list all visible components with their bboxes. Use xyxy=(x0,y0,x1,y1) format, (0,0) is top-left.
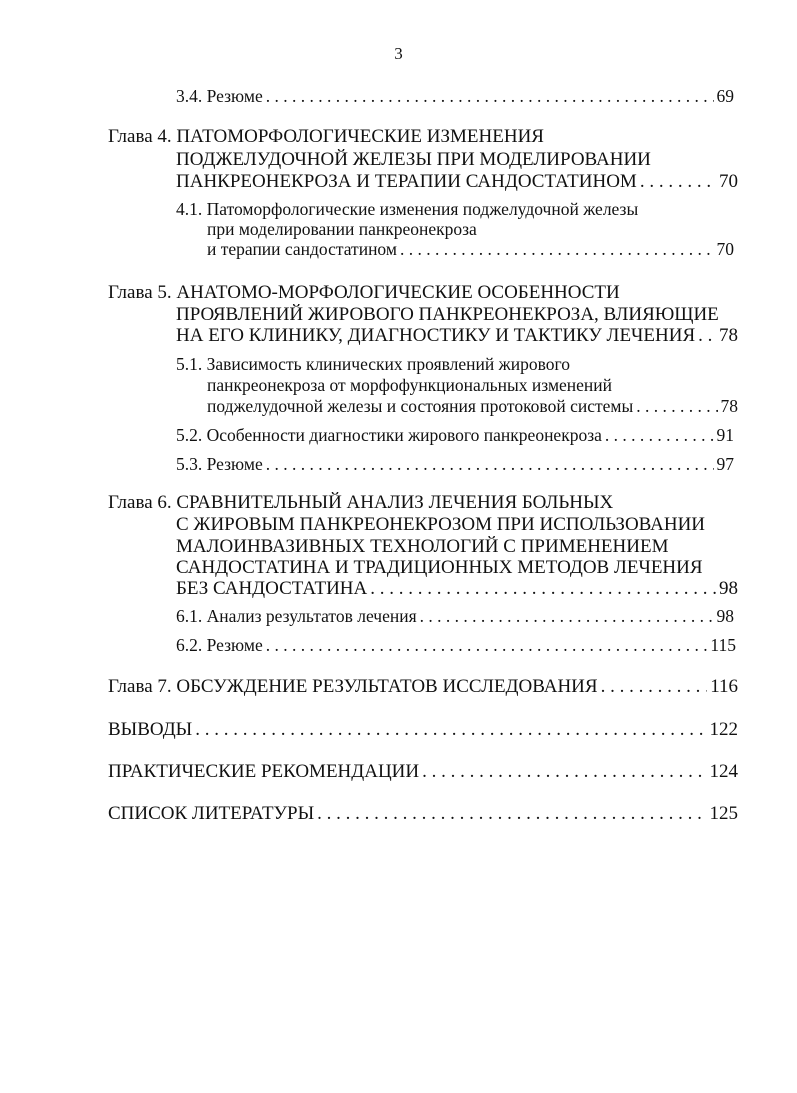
toc-entry-5-1-line-1: 5.1. Зависимость клинических проявлений жирового xyxy=(176,354,570,374)
dot-leader xyxy=(698,325,716,347)
toc-chapter-5-line-3 xyxy=(176,325,738,347)
toc-chapter-6-line-5 xyxy=(176,578,738,600)
toc-entry-title: СПИСОК ЛИТЕРАТУРЫ xyxy=(108,803,315,824)
toc-entry-title: 6.2. Резюме xyxy=(176,635,263,655)
toc-entry-4-1-line-3 xyxy=(207,239,734,260)
toc-entry-5-2 xyxy=(176,425,734,446)
toc-entry-page: 125 xyxy=(709,803,738,824)
toc-entry-5-1-line-2: панкреонекроза от морфофункциональных изменений xyxy=(207,375,613,395)
toc-chapter-7 xyxy=(108,676,738,698)
toc-references xyxy=(108,803,738,825)
dot-leader xyxy=(266,454,714,475)
toc-entry-title: 3.4. Резюме xyxy=(176,86,263,106)
toc-entry-title: НА ЕГО КЛИНИКУ, ДИАГНОСТИКУ И ТАКТИКУ ЛЕЧЕНИЯ xyxy=(176,325,696,346)
dot-leader xyxy=(195,719,706,741)
toc-chapter-6-line-4: САНДОСТАТИНА И ТРАДИЦИОННЫХ МЕТОДОВ ЛЕЧЕНИЯ xyxy=(176,557,703,578)
toc-entry-page: 69 xyxy=(716,86,734,106)
toc-chapter-5-line-2: ПРОЯВЛЕНИЙ ЖИРОВОГО ПАНКРЕОНЕКРОЗА, ВЛИЯЮЩИЕ xyxy=(176,304,719,325)
toc-entry-title: 5.3. Резюме xyxy=(176,454,263,474)
toc-entry-4-1-line-2: при моделировании панкреонекроза xyxy=(207,219,477,239)
dot-leader xyxy=(266,86,714,107)
toc-entry-4-1-line-1: 4.1. Патоморфологические изменения поджелудочной железы xyxy=(176,199,639,219)
toc-conclusions xyxy=(108,719,738,741)
toc-entry-6-2 xyxy=(176,635,736,656)
toc-entry-page: 116 xyxy=(710,676,738,697)
toc-entry-page: 124 xyxy=(709,761,738,782)
dot-leader xyxy=(400,239,714,260)
toc-chapter-5-line-1: Глава 5. АНАТОМО-МОРФОЛОГИЧЕСКИЕ ОСОБЕННОСТИ xyxy=(108,282,620,303)
toc-entry-page: 78 xyxy=(720,396,738,416)
toc-chapter-6-line-2: С ЖИРОВЫМ ПАНКРЕОНЕКРОЗОМ ПРИ ИСПОЛЬЗОВАНИИ xyxy=(176,514,706,535)
dot-leader xyxy=(420,606,714,627)
toc-entry-title: 5.2. Особенности диагностики жирового панкреонекроза xyxy=(176,425,602,445)
toc-entry-title: БЕЗ САНДОСТАТИНА xyxy=(176,578,368,599)
toc-chapter-6-line-1: Глава 6. СРАВНИТЕЛЬНЫЙ АНАЛИЗ ЛЕЧЕНИЯ БОЛЬНЫХ xyxy=(108,492,614,513)
dot-leader xyxy=(317,803,706,825)
toc-entry-title: 6.1. Анализ результатов лечения xyxy=(176,606,417,626)
dot-leader xyxy=(605,425,714,446)
toc-entry-3-4 xyxy=(176,86,734,107)
toc-entry-5-3 xyxy=(176,454,734,475)
toc-chapter-4-line-1: Глава 4. ПАТОМОРФОЛОГИЧЕСКИЕ ИЗМЕНЕНИЯ xyxy=(108,126,544,147)
dot-leader xyxy=(601,676,708,698)
toc-chapter-4-line-2: ПОДЖЕЛУДОЧНОЙ ЖЕЛЕЗЫ ПРИ МОДЕЛИРОВАНИИ xyxy=(176,149,651,170)
dot-leader xyxy=(370,578,716,600)
toc-entry-6-1 xyxy=(176,606,734,627)
toc-entry-page: 91 xyxy=(716,425,734,445)
page-number: 3 xyxy=(394,44,403,63)
toc-chapter-4-line-3 xyxy=(176,171,738,193)
dot-leader xyxy=(422,761,706,783)
toc-entry-page: 98 xyxy=(719,578,738,599)
toc-entry-title: Глава 7. ОБСУЖДЕНИЕ РЕЗУЛЬТАТОВ ИССЛЕДОВАНИЯ xyxy=(108,676,598,697)
toc-entry-title: ПРАКТИЧЕСКИЕ РЕКОМЕНДАЦИИ xyxy=(108,761,420,782)
toc-entry-5-1-line-3 xyxy=(207,396,738,417)
toc-entry-page: 70 xyxy=(716,239,734,259)
toc-entry-page: 70 xyxy=(719,171,738,192)
toc-entry-page: 115 xyxy=(710,635,736,655)
dot-leader xyxy=(266,635,708,656)
toc-entry-page: 98 xyxy=(716,606,734,626)
toc-entry-title: ВЫВОДЫ xyxy=(108,719,193,740)
toc-entry-page: 78 xyxy=(719,325,738,346)
dot-leader xyxy=(636,396,717,417)
dot-leader xyxy=(640,171,716,193)
toc-entry-title: и терапии сандостатином xyxy=(207,239,397,259)
toc-entry-title: ПАНКРЕОНЕКРОЗА И ТЕРАПИИ САНДОСТАТИНОМ xyxy=(176,171,637,192)
toc-entry-title: поджелудочной железы и состояния протоковой системы xyxy=(207,396,634,416)
toc-recommendations xyxy=(108,761,738,783)
toc-entry-page: 122 xyxy=(709,719,738,740)
toc-chapter-6-line-3: МАЛОИНВАЗИВНЫХ ТЕХНОЛОГИЙ С ПРИМЕНЕНИЕМ xyxy=(176,536,669,557)
toc-entry-page: 97 xyxy=(716,454,734,474)
